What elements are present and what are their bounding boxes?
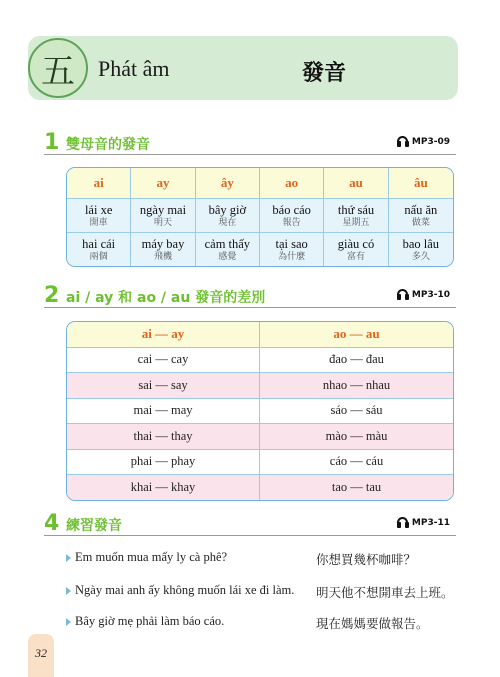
section-title: 雙母音的發音 xyxy=(66,137,150,153)
table-cell: thai — thay xyxy=(67,424,260,449)
table-header-cell: ây xyxy=(196,168,260,198)
word-vietnamese: lái xe xyxy=(84,202,113,217)
comparison-table xyxy=(66,321,454,501)
word-cell xyxy=(131,199,195,232)
word-chinese: 飛機 xyxy=(153,251,172,262)
section-1-heading xyxy=(44,130,456,155)
practice-vietnamese: Ngày mai anh ấy không muốn lái xe đi làm. xyxy=(75,583,295,597)
audio-track-label: MP3-11 xyxy=(411,517,450,528)
bullet-arrow-icon xyxy=(66,587,71,595)
table-cell: đao — đau xyxy=(329,352,384,367)
word-cell xyxy=(196,233,260,266)
word-chinese: 開車 xyxy=(89,217,108,228)
table-cell: sai — say xyxy=(67,373,260,398)
bullet-arrow-icon xyxy=(66,618,71,626)
word-cell xyxy=(324,233,388,266)
word-cell xyxy=(131,233,195,266)
word-chinese: 星期五 xyxy=(342,217,370,228)
word-cell xyxy=(324,199,388,232)
word-cell xyxy=(260,199,324,232)
audio-track-button[interactable] xyxy=(397,136,450,147)
table-cell: cai — cay xyxy=(67,348,260,373)
practice-chinese: 現在媽媽要做報告。 xyxy=(316,616,429,631)
table-header-cell: âu xyxy=(413,175,428,190)
table-header-cell: ay xyxy=(131,168,195,198)
table-cell: phai — phay xyxy=(67,450,260,475)
word-vietnamese: báo cáo xyxy=(272,202,311,217)
section-number: 1 xyxy=(44,130,60,155)
practice-chinese: 你想買幾杯咖啡？ xyxy=(316,552,417,567)
practice-vietnamese: Em muốn mua mấy ly cà phê? xyxy=(75,550,228,564)
word-chinese: 感覺 xyxy=(218,251,237,262)
table-row xyxy=(67,232,453,266)
table-row xyxy=(67,474,453,500)
word-vietnamese: cảm thấy xyxy=(204,236,251,251)
bullet-arrow-icon xyxy=(66,554,71,562)
word-cell xyxy=(196,199,260,232)
section-title: ai / ay 和 ao / au 發音的差別 xyxy=(66,290,266,306)
word-cell xyxy=(260,233,324,266)
table-header-cell: ai — ay xyxy=(67,322,260,347)
table-cell: cáo — cáu xyxy=(329,454,384,469)
table-header-row xyxy=(67,168,453,198)
table-row xyxy=(67,398,453,424)
section-number: 2 xyxy=(44,283,60,308)
table-cell: tao — tau xyxy=(331,479,382,494)
table-row xyxy=(67,372,453,398)
practice-vietnamese: Bây giờ mẹ phải làm báo cáo. xyxy=(75,614,225,628)
page-number: 32 xyxy=(35,646,47,660)
headphones-icon xyxy=(397,289,410,300)
chapter-banner xyxy=(28,36,458,100)
word-vietnamese: giàu có xyxy=(337,236,375,251)
diphthong-table xyxy=(66,167,454,267)
word-vietnamese: thứ sáu xyxy=(337,202,375,217)
table-cell: mai — may xyxy=(67,399,260,424)
practice-sentence xyxy=(66,583,294,598)
word-chinese: 明天 xyxy=(153,217,172,228)
table-cell: mào — màu xyxy=(325,428,388,443)
word-vietnamese: bây giờ xyxy=(208,202,247,217)
table-cell: khai — khay xyxy=(67,475,260,500)
word-chinese: 兩個 xyxy=(89,251,108,262)
audio-track-button[interactable] xyxy=(397,517,450,528)
word-chinese: 富有 xyxy=(346,251,365,262)
table-header-cell: ao — au xyxy=(333,326,380,342)
section-4-heading xyxy=(44,511,456,536)
audio-track-button[interactable] xyxy=(397,289,450,300)
table-row xyxy=(67,449,453,475)
practice-sentence xyxy=(66,614,224,629)
headphones-icon xyxy=(397,136,410,147)
table-row xyxy=(67,347,453,373)
word-vietnamese: hai cái xyxy=(82,236,116,251)
section-title: 練習發音 xyxy=(66,518,122,534)
chapter-title-vietnamese: Phát âm xyxy=(98,56,170,81)
practice-sentence xyxy=(66,550,227,565)
headphones-icon xyxy=(397,517,410,528)
table-header-cell: ao xyxy=(260,168,324,198)
word-vietnamese: ngày mai xyxy=(139,202,187,217)
word-chinese: 多久 xyxy=(411,251,430,262)
word-cell xyxy=(389,199,453,232)
word-vietnamese: máy bay xyxy=(141,236,185,251)
page-number-tab xyxy=(28,634,54,677)
word-cell xyxy=(389,233,453,266)
table-cell: sáo — sáu xyxy=(330,403,383,418)
practice-chinese: 明天他不想開車去上班。 xyxy=(316,585,454,600)
word-vietnamese: tại sao xyxy=(275,236,308,251)
audio-track-label: MP3-10 xyxy=(411,289,450,300)
word-cell xyxy=(67,199,131,232)
table-row xyxy=(67,423,453,449)
table-header-cell: au xyxy=(324,168,388,198)
word-chinese: 報告 xyxy=(282,217,301,228)
word-vietnamese: nấu ăn xyxy=(404,202,438,217)
word-vietnamese: bao lâu xyxy=(402,236,440,251)
audio-track-label: MP3-09 xyxy=(411,136,450,147)
table-header-cell: ai xyxy=(67,168,131,198)
table-row xyxy=(67,198,453,232)
word-chinese: 做菜 xyxy=(411,217,430,228)
chapter-number-badge: 五 xyxy=(28,38,88,98)
section-2-heading xyxy=(44,283,456,308)
table-header-row xyxy=(67,322,453,347)
chapter-title-chinese: 發音 xyxy=(302,61,347,86)
section-number: 4 xyxy=(44,511,60,536)
word-chinese: 現在 xyxy=(218,217,237,228)
table-cell: nhao — nhau xyxy=(322,377,391,392)
word-chinese: 為什麼 xyxy=(278,251,306,262)
word-cell xyxy=(67,233,131,266)
